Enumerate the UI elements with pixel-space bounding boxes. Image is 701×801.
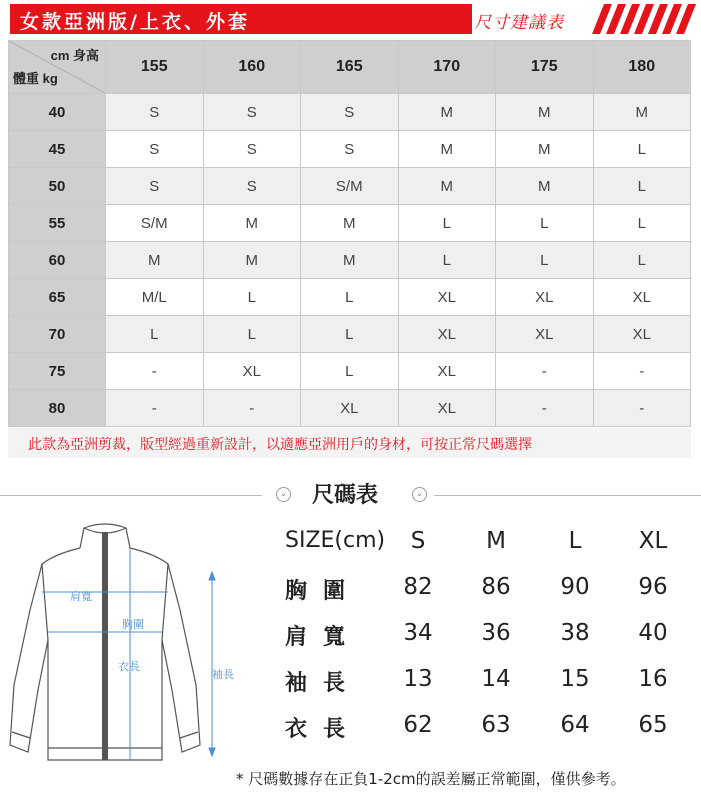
weight-header: 70 — [9, 316, 106, 353]
size-cell: L — [496, 205, 594, 242]
weight-header: 45 — [9, 131, 106, 168]
size-cell: - — [593, 353, 691, 390]
measurement-value: 86 — [481, 574, 511, 600]
length-label: 衣長 — [118, 660, 140, 673]
size-cell: L — [301, 316, 399, 353]
shoulder-label: 肩寬 — [70, 590, 92, 603]
stripes-decoration — [586, 4, 698, 34]
size-cell: S — [106, 168, 204, 205]
size-col-header: XL — [638, 528, 668, 554]
size-cell: L — [593, 205, 691, 242]
size-cell: S — [301, 94, 399, 131]
chest-label: 胸圍 — [122, 618, 144, 631]
size-unit-header: SIZE(cm) — [285, 528, 386, 553]
table-row — [9, 390, 691, 427]
size-col-header: L — [568, 528, 582, 554]
table-row — [9, 316, 691, 353]
size-cell: XL — [593, 279, 691, 316]
size-cell: L — [398, 205, 496, 242]
sleeve-label: 袖長 — [212, 668, 234, 681]
size-cell: L — [203, 316, 301, 353]
size-cell: - — [106, 390, 204, 427]
size-cell: S — [106, 131, 204, 168]
size-col-header: S — [410, 528, 426, 554]
weight-header: 80 — [9, 390, 106, 427]
size-cell: L — [496, 242, 594, 279]
divider-right — [434, 495, 701, 496]
measurement-label: 袖長 — [285, 671, 362, 696]
measurement-value: 13 — [403, 666, 433, 692]
measurement-value: 63 — [481, 712, 511, 738]
measurement-row — [285, 712, 701, 752]
table-row — [9, 353, 691, 390]
measurement-value: 40 — [638, 620, 668, 646]
table-row — [9, 168, 691, 205]
measurement-label: 衣長 — [285, 717, 362, 742]
banner-title: 女款亞洲版/上衣、外套 — [20, 11, 250, 33]
weight-axis-label: 體重 kg — [13, 71, 58, 86]
size-cell: M — [496, 168, 594, 205]
measurement-value: 16 — [638, 666, 668, 692]
height-header: 170 — [398, 41, 496, 94]
size-cell: L — [593, 242, 691, 279]
size-cell: L — [398, 242, 496, 279]
size-cell: L — [301, 279, 399, 316]
fit-note: 此款為亞洲剪裁，版型經過重新設計，以適應亞洲用戶的身材，可按正常尺碼選擇 — [28, 437, 532, 453]
table-corner-cell — [9, 41, 106, 94]
size-cell: XL — [398, 316, 496, 353]
size-cell: - — [593, 390, 691, 427]
jacket-outline — [0, 520, 250, 780]
chevron-down-icon: ⌄ — [412, 487, 427, 502]
size-cell: XL — [496, 279, 594, 316]
measurement-value: 82 — [403, 574, 433, 600]
size-cell: S — [106, 94, 204, 131]
size-cell: S — [203, 168, 301, 205]
size-cell: XL — [398, 390, 496, 427]
size-cell: - — [203, 390, 301, 427]
size-cell: M — [398, 168, 496, 205]
table-row — [9, 279, 691, 316]
table-row — [9, 242, 691, 279]
measurement-row — [285, 574, 701, 614]
measurement-value: 62 — [403, 712, 433, 738]
footnote: * 尺碼數據存在正負1-2cm的誤差屬正常範圍，僅供參考。 — [236, 770, 626, 788]
size-cell: L — [593, 131, 691, 168]
height-header: 155 — [106, 41, 204, 94]
size-recommendation-table — [8, 40, 691, 427]
size-cell: M — [301, 205, 399, 242]
height-header: 165 — [301, 41, 399, 94]
measurement-value: 34 — [403, 620, 433, 646]
weight-header: 75 — [9, 353, 106, 390]
measurement-value: 15 — [560, 666, 590, 692]
weight-header: 55 — [9, 205, 106, 242]
size-cell: S/M — [106, 205, 204, 242]
size-col-header: M — [486, 528, 506, 554]
banner-subtitle: 尺寸建議表 — [474, 13, 564, 33]
size-cell: XL — [398, 353, 496, 390]
table-row — [9, 94, 691, 131]
size-cell: S — [301, 131, 399, 168]
height-axis-label: cm 身高 — [50, 48, 99, 63]
size-cell: S — [203, 94, 301, 131]
measurement-header-row — [285, 528, 701, 568]
size-cell: M — [203, 205, 301, 242]
measurement-value: 38 — [560, 620, 590, 646]
height-header: 160 — [203, 41, 301, 94]
section-title: 尺碼表 — [312, 483, 379, 508]
size-cell: - — [496, 390, 594, 427]
size-cell: M — [496, 131, 594, 168]
size-cell: M/L — [106, 279, 204, 316]
size-cell: M — [203, 242, 301, 279]
chevron-down-icon: ⌄ — [276, 487, 291, 502]
size-cell: L — [106, 316, 204, 353]
weight-header: 65 — [9, 279, 106, 316]
jacket-diagram — [0, 520, 250, 780]
weight-header: 60 — [9, 242, 106, 279]
size-cell: L — [593, 168, 691, 205]
size-cell: M — [593, 94, 691, 131]
divider-left — [0, 495, 262, 496]
table-row — [9, 131, 691, 168]
size-cell: S/M — [301, 168, 399, 205]
measurement-value: 90 — [560, 574, 590, 600]
measurement-label: 胸圍 — [285, 579, 362, 604]
size-cell: XL — [496, 316, 594, 353]
header-banner — [0, 0, 701, 40]
size-cell: - — [106, 353, 204, 390]
measurement-value: 65 — [638, 712, 668, 738]
height-header: 175 — [496, 41, 594, 94]
measurement-label: 肩寬 — [285, 625, 362, 650]
measurement-value: 96 — [638, 574, 668, 600]
size-cell: M — [496, 94, 594, 131]
size-cell: XL — [593, 316, 691, 353]
size-cell: M — [106, 242, 204, 279]
size-cell: M — [398, 94, 496, 131]
size-cell: L — [301, 353, 399, 390]
size-cell: M — [398, 131, 496, 168]
weight-header: 50 — [9, 168, 106, 205]
size-cell: XL — [301, 390, 399, 427]
measurement-value: 36 — [481, 620, 511, 646]
size-cell: M — [301, 242, 399, 279]
height-header: 180 — [593, 41, 691, 94]
table-header-row — [9, 41, 691, 94]
size-cell: XL — [398, 279, 496, 316]
measurement-row — [285, 666, 701, 706]
measurement-value: 64 — [560, 712, 590, 738]
weight-header: 40 — [9, 94, 106, 131]
size-cell: XL — [203, 353, 301, 390]
zipper — [102, 532, 108, 760]
table-row — [9, 205, 691, 242]
size-cell: - — [496, 353, 594, 390]
measurement-value: 14 — [481, 666, 511, 692]
size-cell: S — [203, 131, 301, 168]
measurement-row — [285, 620, 701, 660]
size-cell: L — [203, 279, 301, 316]
